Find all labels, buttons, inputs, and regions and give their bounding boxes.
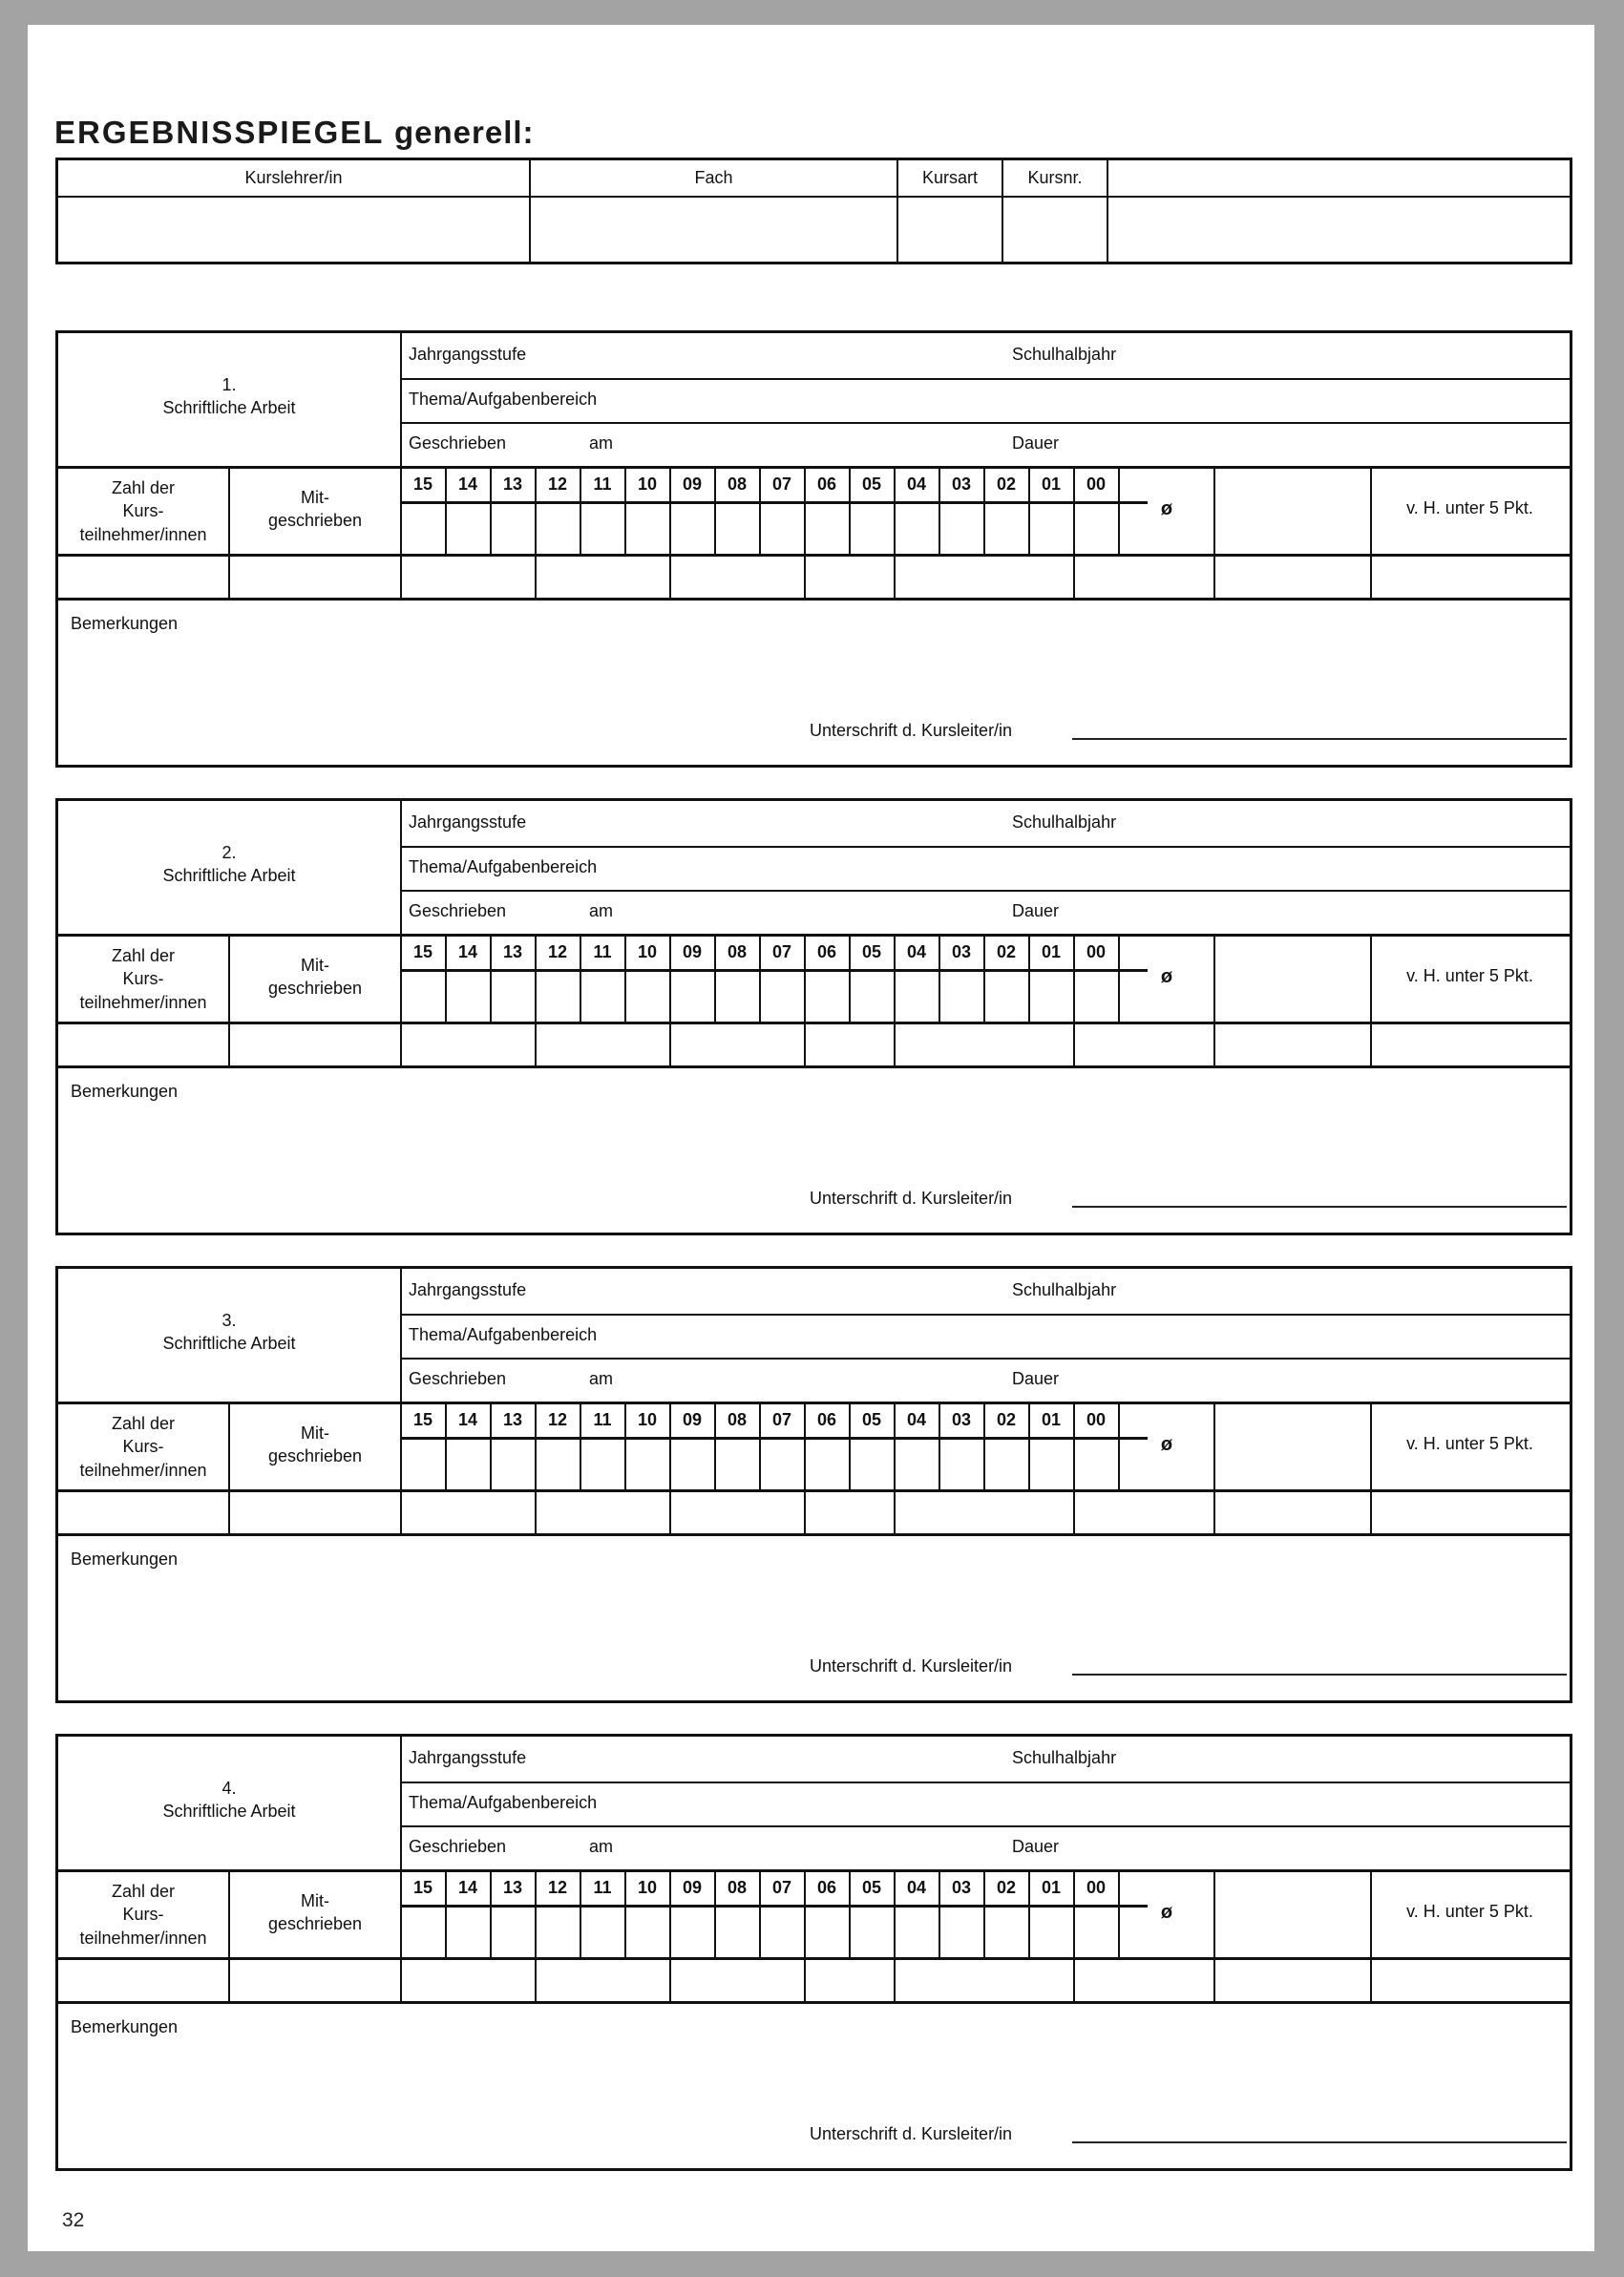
grade-group-field[interactable]	[1075, 1024, 1118, 1065]
participants-label: Zahl der Kurs- teilnehmer/innen	[79, 946, 207, 1012]
grade-count-field[interactable]	[581, 1908, 623, 1956]
grade-count-field[interactable]	[1075, 973, 1117, 1021]
duration-field[interactable]	[1070, 1360, 1557, 1401]
topic-label: Thema/Aufgabenbereich	[409, 857, 598, 876]
grade-point-label: 07	[771, 1878, 792, 1897]
grade-level-field[interactable]	[593, 1271, 994, 1313]
grade-count-field[interactable]	[402, 1908, 444, 1956]
section-title	[58, 373, 400, 420]
participants-field[interactable]	[58, 1024, 227, 1065]
grade-count-field[interactable]	[492, 1441, 534, 1488]
below-five-field[interactable]	[1372, 1024, 1570, 1065]
grade-point-label: 11	[593, 1878, 612, 1897]
grade-point-label: 09	[682, 1410, 703, 1429]
date-label: am	[589, 433, 614, 453]
grade-point-label: 15	[412, 1410, 433, 1429]
semester-field[interactable]	[1137, 1271, 1557, 1313]
signature-line[interactable]	[1072, 1206, 1567, 1208]
grade-level-label: Jahrgangsstufe	[409, 812, 527, 832]
below-five-field[interactable]	[1372, 557, 1570, 597]
average-value-field[interactable]	[1120, 1024, 1213, 1065]
grade-group-field[interactable]	[806, 1024, 894, 1065]
grade-point-label: 03	[951, 942, 972, 961]
grade-count-field[interactable]	[402, 973, 444, 1021]
signature-line[interactable]	[1072, 1674, 1567, 1676]
grade-point-label: 06	[816, 1410, 837, 1429]
below-five-field[interactable]	[1372, 1492, 1570, 1532]
grade-count-field[interactable]	[492, 1908, 534, 1956]
grade-count-field[interactable]	[447, 1908, 489, 1956]
grade-point-label: 13	[502, 1410, 523, 1429]
below-five-label: v. H. unter 5 Pkt.	[1406, 1434, 1533, 1453]
header-label-extra	[1108, 160, 1570, 198]
grade-point-label: 04	[906, 1410, 927, 1429]
written-label: Geschrieben	[409, 901, 507, 920]
grade-point-label: 01	[1041, 474, 1062, 494]
participants-field[interactable]	[58, 1492, 227, 1532]
exam-section	[55, 798, 1572, 1235]
average-field[interactable]	[1215, 1870, 1368, 1956]
title-suffix: generell:	[393, 115, 535, 150]
grade-count-field[interactable]	[761, 1441, 803, 1488]
grade-point-label: 13	[502, 1878, 523, 1897]
participants-label: Zahl der Kurs- teilnehmer/innen	[79, 1414, 207, 1480]
grade-point-label: 05	[861, 474, 882, 494]
header-col-teacher	[58, 160, 531, 262]
topic-label: Thema/Aufgabenbereich	[409, 1325, 598, 1344]
average-value-field[interactable]	[1120, 557, 1213, 597]
grade-point-label: 08	[727, 942, 748, 961]
grade-point-label: 12	[547, 474, 568, 494]
grade-count-field[interactable]	[1030, 505, 1072, 553]
remarks-label: Bemerkungen	[71, 1082, 179, 1101]
topic-field[interactable]	[612, 380, 1557, 421]
grade-count-field[interactable]	[447, 973, 489, 1021]
semester-label: Schulhalbjahr	[1012, 812, 1117, 832]
grade-point-label: 02	[996, 474, 1017, 494]
header-label-subject: Fach	[531, 160, 896, 198]
course-type-field[interactable]	[898, 196, 1002, 262]
grade-count-field[interactable]	[492, 505, 534, 553]
grade-group-field[interactable]	[537, 1492, 669, 1532]
grade-point-label: 12	[547, 1410, 568, 1429]
remarks-field[interactable]	[58, 2042, 1570, 2119]
grade-point-label: 03	[951, 1410, 972, 1429]
average-field[interactable]	[1215, 1402, 1368, 1488]
grade-count-field[interactable]	[581, 505, 623, 553]
remarks-label: Bemerkungen	[71, 2017, 179, 2036]
signature-line[interactable]	[1072, 2141, 1567, 2143]
section-number: 2.	[221, 843, 237, 862]
average-symbol: ø	[1160, 1902, 1173, 1923]
grade-count-field[interactable]	[671, 973, 713, 1021]
participated-field[interactable]	[230, 1024, 399, 1065]
grade-point-label: 05	[861, 1410, 882, 1429]
grade-group-field[interactable]	[671, 557, 804, 597]
grade-group-field[interactable]	[402, 1492, 535, 1532]
signature-label: Unterschrift d. Kursleiter/in	[810, 1189, 1013, 1208]
grade-level-label: Jahrgangsstufe	[409, 1748, 527, 1767]
grade-count-field[interactable]	[537, 505, 579, 553]
participated-label: Mit- geschrieben	[267, 956, 363, 999]
grade-count-field[interactable]	[671, 1908, 713, 1956]
grade-count-field[interactable]	[402, 505, 444, 553]
grade-point-label: 06	[816, 1878, 837, 1897]
grade-point-label: 15	[412, 474, 433, 494]
grade-count-field[interactable]	[940, 1441, 982, 1488]
topic-field[interactable]	[612, 1316, 1557, 1357]
grade-group-field[interactable]	[896, 557, 1073, 597]
grade-point-label: 04	[906, 474, 927, 494]
grade-point-label: 14	[457, 942, 478, 961]
title-main: ERGEBNISSPIEGEL	[54, 115, 384, 150]
grade-count-field[interactable]	[896, 1441, 938, 1488]
date-field[interactable]	[631, 1827, 994, 1868]
duration-label: Dauer	[1012, 433, 1060, 453]
remarks-field[interactable]	[58, 639, 1570, 715]
grade-count-field[interactable]	[806, 973, 848, 1021]
grade-count-field[interactable]	[626, 1908, 668, 1956]
grade-group-field[interactable]	[402, 1024, 535, 1065]
written-label: Geschrieben	[409, 1369, 507, 1388]
grade-count-field[interactable]	[626, 1441, 668, 1488]
grade-point-label: 02	[996, 1878, 1017, 1897]
grade-point-label: 14	[457, 1878, 478, 1897]
grade-count-field[interactable]	[896, 973, 938, 1021]
grade-count-field[interactable]	[761, 973, 803, 1021]
section-title	[58, 1309, 400, 1356]
grade-point-label: 01	[1041, 1878, 1062, 1897]
date-field[interactable]	[631, 892, 994, 933]
grade-point-label: 00	[1086, 942, 1107, 961]
topic-field[interactable]	[612, 1783, 1557, 1824]
course-header-table	[55, 158, 1572, 264]
grade-point-label: 05	[861, 942, 882, 961]
below-five-field[interactable]	[1372, 1960, 1570, 2000]
grade-point-label: 12	[547, 1878, 568, 1897]
grade-count-field[interactable]	[1075, 505, 1117, 553]
date-label: am	[589, 1369, 614, 1388]
grade-count-field[interactable]	[492, 973, 534, 1021]
average-symbol: ø	[1160, 498, 1173, 519]
semester-field[interactable]	[1137, 803, 1557, 845]
grade-count-field[interactable]	[716, 973, 758, 1021]
below-five-label: v. H. unter 5 Pkt.	[1406, 498, 1533, 517]
participated-field[interactable]	[230, 1492, 399, 1532]
header-col-extra	[1108, 160, 1570, 262]
grade-point-label: 03	[951, 1878, 972, 1897]
grade-count-field[interactable]	[851, 973, 893, 1021]
section-label: Schriftliche Arbeit	[162, 398, 296, 418]
grade-count-field[interactable]	[1075, 1908, 1117, 1956]
grade-point-label: 01	[1041, 942, 1062, 961]
signature-label: Unterschrift d. Kursleiter/in	[810, 2124, 1013, 2143]
average-value-field[interactable]	[1120, 1960, 1213, 2000]
grade-point-label: 13	[502, 474, 523, 494]
grade-count-field[interactable]	[985, 973, 1027, 1021]
grade-level-field[interactable]	[593, 1739, 994, 1781]
grade-group-field[interactable]	[1075, 1960, 1118, 2000]
grade-count-field[interactable]	[851, 1441, 893, 1488]
grade-point-label: 15	[412, 1878, 433, 1897]
grade-point-label: 14	[457, 474, 478, 494]
section-title	[58, 841, 400, 888]
participated-field[interactable]	[230, 557, 399, 597]
header-label-teacher: Kurslehrer/in	[58, 160, 529, 198]
average-field[interactable]	[1215, 467, 1368, 553]
grade-point-label: 15	[412, 942, 433, 961]
duration-label: Dauer	[1012, 1369, 1060, 1388]
form-page	[28, 25, 1594, 2251]
grade-count-field[interactable]	[761, 505, 803, 553]
grade-count-field[interactable]	[447, 1441, 489, 1488]
grade-point-label: 03	[951, 474, 972, 494]
grade-point-label: 00	[1086, 474, 1107, 494]
grade-point-label: 12	[547, 942, 568, 961]
section-number: 1.	[221, 375, 237, 394]
grade-group-field[interactable]	[896, 1960, 1073, 2000]
extra-value-field[interactable]	[1215, 1024, 1368, 1065]
grade-count-field[interactable]	[940, 973, 982, 1021]
below-five-label: v. H. unter 5 Pkt.	[1406, 1902, 1533, 1921]
subject-field[interactable]	[531, 196, 896, 262]
grade-count-field[interactable]	[940, 1908, 982, 1956]
grade-count-field[interactable]	[1030, 1908, 1072, 1956]
section-number: 4.	[221, 1779, 237, 1798]
extra-value-field[interactable]	[1215, 1960, 1368, 2000]
grade-count-field[interactable]	[1030, 973, 1072, 1021]
grade-count-field[interactable]	[537, 1441, 579, 1488]
section-label: Schriftliche Arbeit	[162, 1802, 296, 1822]
grade-point-label: 10	[637, 942, 658, 961]
remarks-field[interactable]	[58, 1574, 1570, 1651]
exam-section	[55, 1266, 1572, 1703]
grade-group-field[interactable]	[806, 1960, 894, 2000]
header-label-course-type: Kursart	[898, 160, 1002, 198]
participated-label: Mit- geschrieben	[267, 1423, 363, 1466]
header-col-course-type	[898, 160, 1003, 262]
grade-point-label: 06	[816, 474, 837, 494]
semester-label: Schulhalbjahr	[1012, 1748, 1117, 1767]
extra-field[interactable]	[1108, 196, 1570, 262]
grade-point-label: 01	[1041, 1410, 1062, 1429]
grade-count-field[interactable]	[761, 1908, 803, 1956]
semester-field[interactable]	[1137, 1739, 1557, 1781]
average-symbol: ø	[1160, 1434, 1173, 1455]
remarks-field[interactable]	[58, 1107, 1570, 1183]
grade-count-field[interactable]	[581, 1441, 623, 1488]
grade-group-field[interactable]	[806, 557, 894, 597]
date-field[interactable]	[631, 1360, 994, 1401]
topic-label: Thema/Aufgabenbereich	[409, 390, 598, 409]
grade-point-label: 04	[906, 942, 927, 961]
average-symbol: ø	[1160, 966, 1173, 987]
remarks-label: Bemerkungen	[71, 1550, 179, 1569]
header-col-subject	[531, 160, 898, 262]
grade-point-label: 00	[1086, 1410, 1107, 1429]
grade-count-field[interactable]	[851, 1908, 893, 1956]
participants-label: Zahl der Kurs- teilnehmer/innen	[79, 478, 207, 544]
topic-label: Thema/Aufgabenbereich	[409, 1793, 598, 1812]
grade-group-field[interactable]	[806, 1492, 894, 1532]
section-label: Schriftliche Arbeit	[162, 1334, 296, 1354]
grade-group-field[interactable]	[1075, 557, 1118, 597]
grade-point-label: 09	[682, 1878, 703, 1897]
date-label: am	[589, 1837, 614, 1856]
grade-point-label: 07	[771, 942, 792, 961]
date-label: am	[589, 901, 614, 920]
participated-field[interactable]	[230, 1960, 399, 2000]
signature-line[interactable]	[1072, 738, 1567, 740]
grade-point-label: 05	[861, 1878, 882, 1897]
grade-level-label: Jahrgangsstufe	[409, 345, 527, 364]
grade-count-field[interactable]	[447, 505, 489, 553]
grade-count-field[interactable]	[402, 1441, 444, 1488]
grade-point-label: 11	[593, 942, 612, 961]
section-title	[58, 1777, 400, 1824]
grade-point-label: 02	[996, 1410, 1017, 1429]
grade-count-field[interactable]	[896, 1908, 938, 1956]
exam-section	[55, 1734, 1572, 2171]
duration-field[interactable]	[1070, 424, 1557, 465]
grade-count-field[interactable]	[1030, 1441, 1072, 1488]
header-label-course-number: Kursnr.	[1003, 160, 1107, 198]
grade-group-field[interactable]	[671, 1024, 804, 1065]
grade-count-field[interactable]	[716, 1908, 758, 1956]
grade-count-field[interactable]	[851, 505, 893, 553]
semester-field[interactable]	[1137, 335, 1557, 377]
teacher-field[interactable]	[58, 196, 529, 262]
grade-point-label: 07	[771, 1410, 792, 1429]
below-five-label: v. H. unter 5 Pkt.	[1406, 966, 1533, 985]
participated-label: Mit- geschrieben	[267, 1891, 363, 1934]
grade-point-label: 08	[727, 1878, 748, 1897]
topic-field[interactable]	[612, 848, 1557, 889]
grade-count-field[interactable]	[806, 1441, 848, 1488]
grade-point-label: 06	[816, 942, 837, 961]
grade-group-field[interactable]	[402, 1960, 535, 2000]
grade-count-field[interactable]	[985, 1441, 1027, 1488]
written-label: Geschrieben	[409, 1837, 507, 1856]
grade-point-label: 08	[727, 474, 748, 494]
average-value-field[interactable]	[1120, 1492, 1213, 1532]
duration-label: Dauer	[1012, 1837, 1060, 1856]
grade-point-label: 09	[682, 942, 703, 961]
grade-count-field[interactable]	[716, 505, 758, 553]
participants-label: Zahl der Kurs- teilnehmer/innen	[79, 1882, 207, 1948]
grade-point-label: 07	[771, 474, 792, 494]
duration-label: Dauer	[1012, 901, 1060, 920]
header-col-course-number	[1003, 160, 1108, 262]
grade-point-label: 14	[457, 1410, 478, 1429]
signature-label: Unterschrift d. Kursleiter/in	[810, 721, 1013, 740]
grade-count-field[interactable]	[806, 1908, 848, 1956]
grade-group-field[interactable]	[537, 557, 669, 597]
grade-point-label: 02	[996, 942, 1017, 961]
grade-point-label: 10	[637, 474, 658, 494]
grade-point-label: 10	[637, 1878, 658, 1897]
grade-group-field[interactable]	[537, 1960, 669, 2000]
semester-label: Schulhalbjahr	[1012, 345, 1117, 364]
section-number: 3.	[221, 1311, 237, 1330]
grade-count-field[interactable]	[985, 505, 1027, 553]
grade-count-field[interactable]	[716, 1441, 758, 1488]
grade-count-field[interactable]	[671, 1441, 713, 1488]
grade-count-field[interactable]	[985, 1908, 1027, 1956]
signature-label: Unterschrift d. Kursleiter/in	[810, 1656, 1013, 1676]
semester-label: Schulhalbjahr	[1012, 1280, 1117, 1299]
written-label: Geschrieben	[409, 433, 507, 453]
grade-group-field[interactable]	[402, 557, 535, 597]
participants-field[interactable]	[58, 557, 227, 597]
grade-group-field[interactable]	[1075, 1492, 1118, 1532]
grade-count-field[interactable]	[806, 505, 848, 553]
grade-count-field[interactable]	[940, 505, 982, 553]
grade-group-field[interactable]	[671, 1492, 804, 1532]
duration-field[interactable]	[1070, 1827, 1557, 1868]
grade-count-field[interactable]	[1075, 1441, 1117, 1488]
date-field[interactable]	[631, 424, 994, 465]
grade-group-field[interactable]	[671, 1960, 804, 2000]
grade-group-field[interactable]	[537, 1024, 669, 1065]
grade-count-field[interactable]	[581, 973, 623, 1021]
participated-label: Mit- geschrieben	[267, 488, 363, 531]
duration-field[interactable]	[1070, 892, 1557, 933]
participants-field[interactable]	[58, 1960, 227, 2000]
grade-count-field[interactable]	[671, 505, 713, 553]
average-field[interactable]	[1215, 935, 1368, 1021]
grade-level-label: Jahrgangsstufe	[409, 1280, 527, 1299]
exam-section	[55, 330, 1572, 768]
grade-count-field[interactable]	[537, 973, 579, 1021]
page-title	[54, 115, 535, 151]
grade-point-label: 11	[593, 474, 612, 494]
extra-value-field[interactable]	[1215, 557, 1368, 597]
page-number: 32	[62, 2209, 85, 2231]
section-label: Schriftliche Arbeit	[162, 866, 296, 886]
grade-count-field[interactable]	[896, 505, 938, 553]
grade-point-label: 00	[1086, 1878, 1107, 1897]
grade-point-label: 09	[682, 474, 703, 494]
grade-level-field[interactable]	[593, 335, 994, 377]
grade-count-field[interactable]	[626, 973, 668, 1021]
grade-point-label: 13	[502, 942, 523, 961]
grade-group-field[interactable]	[896, 1024, 1073, 1065]
extra-value-field[interactable]	[1215, 1492, 1368, 1532]
grade-count-field[interactable]	[626, 505, 668, 553]
grade-group-field[interactable]	[896, 1492, 1073, 1532]
grade-point-label: 10	[637, 1410, 658, 1429]
grade-count-field[interactable]	[537, 1908, 579, 1956]
remarks-label: Bemerkungen	[71, 614, 179, 633]
grade-point-label: 11	[593, 1410, 612, 1429]
grade-level-field[interactable]	[593, 803, 994, 845]
grade-point-label: 08	[727, 1410, 748, 1429]
course-number-field[interactable]	[1003, 196, 1107, 262]
grade-point-label: 04	[906, 1878, 927, 1897]
